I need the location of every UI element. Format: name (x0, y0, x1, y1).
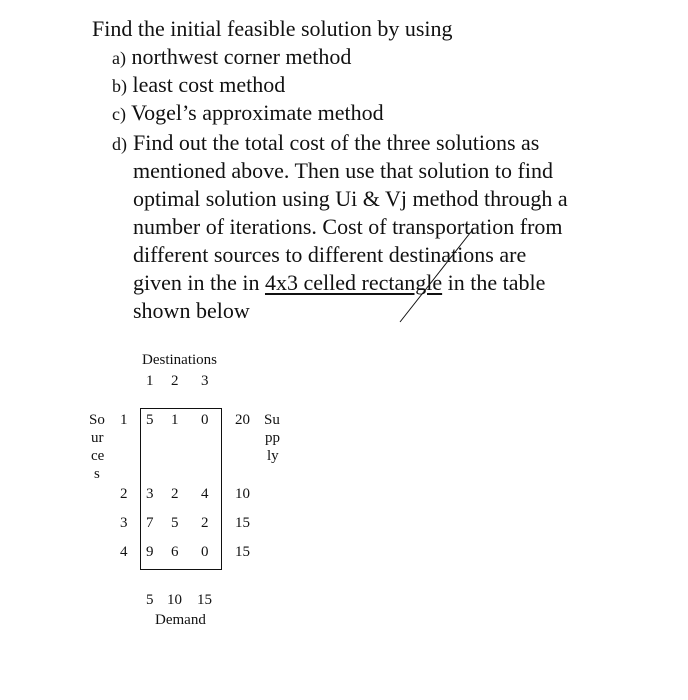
option-d-line-3: optimal solution using Ui & Vj method through a (133, 186, 568, 211)
demand-value-2: 10 (167, 592, 182, 608)
option-c-letter: c) (112, 104, 126, 124)
cost-cell-3-3: 2 (201, 515, 209, 531)
cost-cell-3-1: 7 (146, 515, 154, 531)
dest-number-3: 3 (201, 373, 209, 389)
source-number-3: 3 (120, 515, 128, 531)
sources-label-2: ur (91, 430, 104, 446)
question-intro: Find the initial feasible solution by using (92, 16, 453, 41)
option-a-letter: a) (112, 48, 126, 68)
slash-line (400, 228, 474, 322)
cost-cell-2-3: 4 (201, 486, 209, 502)
cost-cell-4-1: 9 (146, 544, 154, 560)
option-a-text: northwest corner method (131, 44, 352, 69)
cost-cell-1-1: 5 (146, 412, 154, 428)
option-d-line-1: Find out the total cost of the three solutions as (133, 130, 540, 155)
line6-post: in the table (442, 270, 546, 295)
demand-label: Demand (155, 612, 206, 628)
cost-cell-2-2: 2 (171, 486, 179, 502)
dest-number-1: 1 (146, 373, 154, 389)
supply-label-3: ly (267, 448, 279, 464)
cost-cell-2-1: 3 (146, 486, 154, 502)
option-c-text: Vogel’s approximate method (131, 100, 384, 125)
dest-number-2: 2 (171, 373, 179, 389)
option-d-line-7: shown below (133, 298, 250, 323)
supply-value-4: 15 (235, 544, 250, 560)
sources-label-3: ce (91, 448, 105, 464)
cost-cell-1-2: 1 (171, 412, 179, 428)
line6-pre: given in the in (133, 270, 265, 295)
line6-underlined: 4x3 celled rectangle (264, 270, 443, 295)
source-number-1: 1 (120, 412, 128, 428)
option-d-letter: d) (112, 134, 127, 154)
cost-cell-4-3: 0 (201, 544, 209, 560)
supply-value-2: 10 (235, 486, 250, 502)
option-d-line-2: mentioned above. Then use that solution to find (133, 158, 553, 183)
supply-value-3: 15 (235, 515, 250, 531)
cost-cell-3-2: 5 (171, 515, 179, 531)
option-b-letter: b) (112, 76, 127, 96)
supply-label-1: Su (264, 412, 280, 428)
option-b-text: least cost method (132, 72, 286, 97)
source-number-4: 4 (120, 544, 128, 560)
sources-label-1: So (89, 412, 105, 428)
destinations-label: Destinations (142, 352, 217, 368)
option-d-line-5: different sources to different destinations are (133, 242, 527, 267)
source-number-2: 2 (120, 486, 128, 502)
demand-value-3: 15 (197, 592, 212, 608)
supply-label-2: pp (265, 430, 280, 446)
demand-value-1: 5 (146, 592, 154, 608)
supply-value-1: 20 (235, 412, 250, 428)
sources-label-4: s (94, 466, 100, 482)
cost-cell-1-3: 0 (201, 412, 209, 428)
cost-cell-4-2: 6 (171, 544, 179, 560)
option-d-line-4: number of iterations. Cost of transportation from (133, 214, 563, 239)
